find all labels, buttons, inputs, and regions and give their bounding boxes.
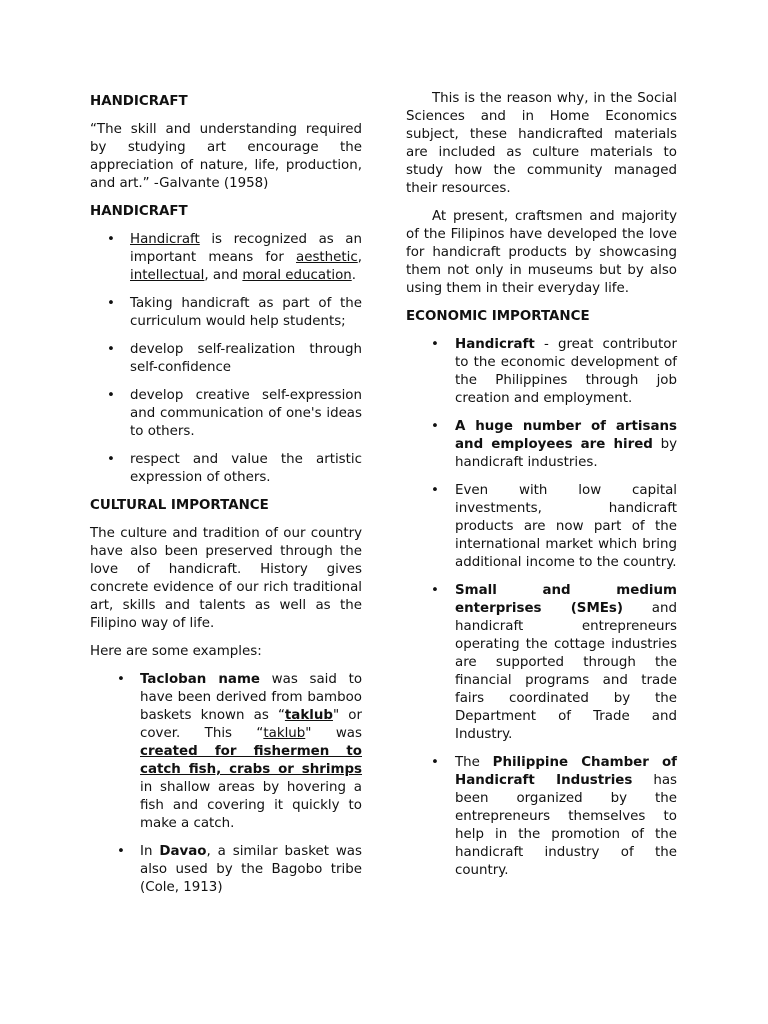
- bullet-icon: •: [117, 844, 125, 859]
- term-davao: Davao: [159, 844, 207, 859]
- list-item-text: The: [455, 755, 493, 770]
- reason-paragraph: This is the reason why, in the Social Sciences and in Home Economics subject, these handicrafted materials are included as culture materials to study how the community managed their resources.: [406, 91, 677, 196]
- left-column: [90, 90, 362, 907]
- bullet-icon: •: [107, 452, 115, 467]
- list-item: [117, 843, 362, 897]
- list-item-text: , and: [204, 268, 243, 283]
- list-item-text: has been organized by the entrepreneurs themselves to help in the promotion of the handicraft industry of the country.: [455, 773, 677, 878]
- right-column: [406, 90, 677, 890]
- section-heading-cultural-importance: CULTURAL IMPORTANCE: [90, 498, 269, 513]
- quote-paragraph: “The skill and understanding required by studying art encourage the appreciation of nature, life, production, and art.” -Galvante (1958): [90, 122, 362, 191]
- list-item-text: Taking handicraft as part of the curriculum would help students;: [130, 296, 362, 329]
- list-item-text: was said to have been derived from bamboo baskets known as “: [140, 672, 363, 723]
- bullet-icon: •: [117, 672, 125, 687]
- list-item-text: , a similar basket was also used by the Bagobo tribe (Cole, 1913): [140, 844, 362, 895]
- handicraft-bullet-list: [90, 231, 362, 487]
- bullet-icon: •: [431, 583, 439, 598]
- list-item-text: develop creative self-expression and communication of one's ideas to others.: [130, 388, 362, 439]
- bullet-icon: •: [431, 483, 439, 498]
- list-item-text: respect and value the artistic expression of others.: [130, 452, 362, 485]
- term-handicraft: Handicraft: [455, 337, 535, 352]
- list-item: [107, 341, 362, 377]
- list-item: [107, 387, 362, 441]
- emphasis-artisans-hired: A huge number of artisans and employees are hired: [455, 419, 677, 452]
- list-item-text: is recognized as an important means for: [130, 232, 362, 265]
- bullet-icon: •: [107, 296, 115, 311]
- term-tacloban-name: Tacloban name: [140, 672, 261, 687]
- bullet-icon: •: [431, 337, 439, 352]
- list-item: [431, 336, 677, 408]
- term-taklub: taklub: [263, 726, 306, 741]
- list-item-text: Even with low capital investments, handicraft products are now part of the international market which bring additional income to the country.: [455, 483, 677, 570]
- economic-bullet-list: [406, 336, 677, 880]
- emphasis-created-for-fishermen: created for fishermen to catch fish, crabs or shrimps: [140, 744, 362, 777]
- examples-bullet-list: [90, 671, 362, 897]
- list-item: [107, 451, 362, 487]
- bullet-icon: •: [431, 419, 439, 434]
- list-item: [431, 418, 678, 472]
- list-item: [107, 295, 362, 331]
- list-item: [117, 671, 363, 833]
- list-item-text: ,: [357, 250, 362, 265]
- term-intellectual: intellectual: [130, 268, 205, 283]
- list-item: [431, 582, 677, 744]
- term-handicraft: Handicraft: [130, 232, 200, 247]
- term-moral-education: moral education: [242, 268, 352, 283]
- present-paragraph: At present, craftsmen and majority of the Filipinos have developed the love for handicraft products by showcasing them not only in museums but by also using them in their everyday life.: [406, 209, 677, 296]
- bullet-icon: •: [107, 388, 115, 403]
- bullet-icon: •: [107, 342, 115, 357]
- examples-intro: Here are some examples:: [90, 644, 262, 659]
- list-item-text: " was: [305, 726, 362, 741]
- culture-paragraph: The culture and tradition of our country have also been preserved through the love of handicraft. History gives concrete evidence of our rich traditional art, skills and talents as well as the Filipino way of life.: [90, 526, 362, 631]
- term-aesthetic: aesthetic: [296, 250, 358, 265]
- term-philippine-chamber: Philippine Chamber of Handicraft Industries: [455, 755, 677, 788]
- list-item: [107, 231, 362, 285]
- list-item-text: develop self-realization through self-confidence: [130, 342, 362, 375]
- list-item-text: In: [140, 844, 160, 859]
- list-item-text: by handicraft industries.: [455, 437, 678, 470]
- list-item-text: in shallow areas by hovering a fish and covering it quickly to make a catch.: [140, 780, 362, 831]
- list-item-text: " or cover. This “: [140, 708, 362, 741]
- list-item: [431, 754, 677, 880]
- term-taklub: taklub: [284, 708, 333, 723]
- section-heading-economic-importance: ECONOMIC IMPORTANCE: [406, 309, 590, 324]
- term-smes: Small and medium enterprises (SMEs): [455, 583, 677, 616]
- list-item-text: .: [351, 268, 357, 283]
- section-heading-handicraft-2: HANDICRAFT: [90, 204, 188, 219]
- list-item-text: and handicraft entrepreneurs operating the cottage industries are supported through the financial programs and trade fairs coordinated by the Department of Trade and Industry.: [455, 601, 677, 742]
- bullet-icon: •: [431, 755, 439, 770]
- section-heading-handicraft: HANDICRAFT: [90, 94, 188, 109]
- list-item: [431, 482, 677, 572]
- bullet-icon: •: [107, 232, 115, 247]
- list-item-text: - great contributor to the economic development of the Philippines through job creation and employment.: [455, 337, 677, 406]
